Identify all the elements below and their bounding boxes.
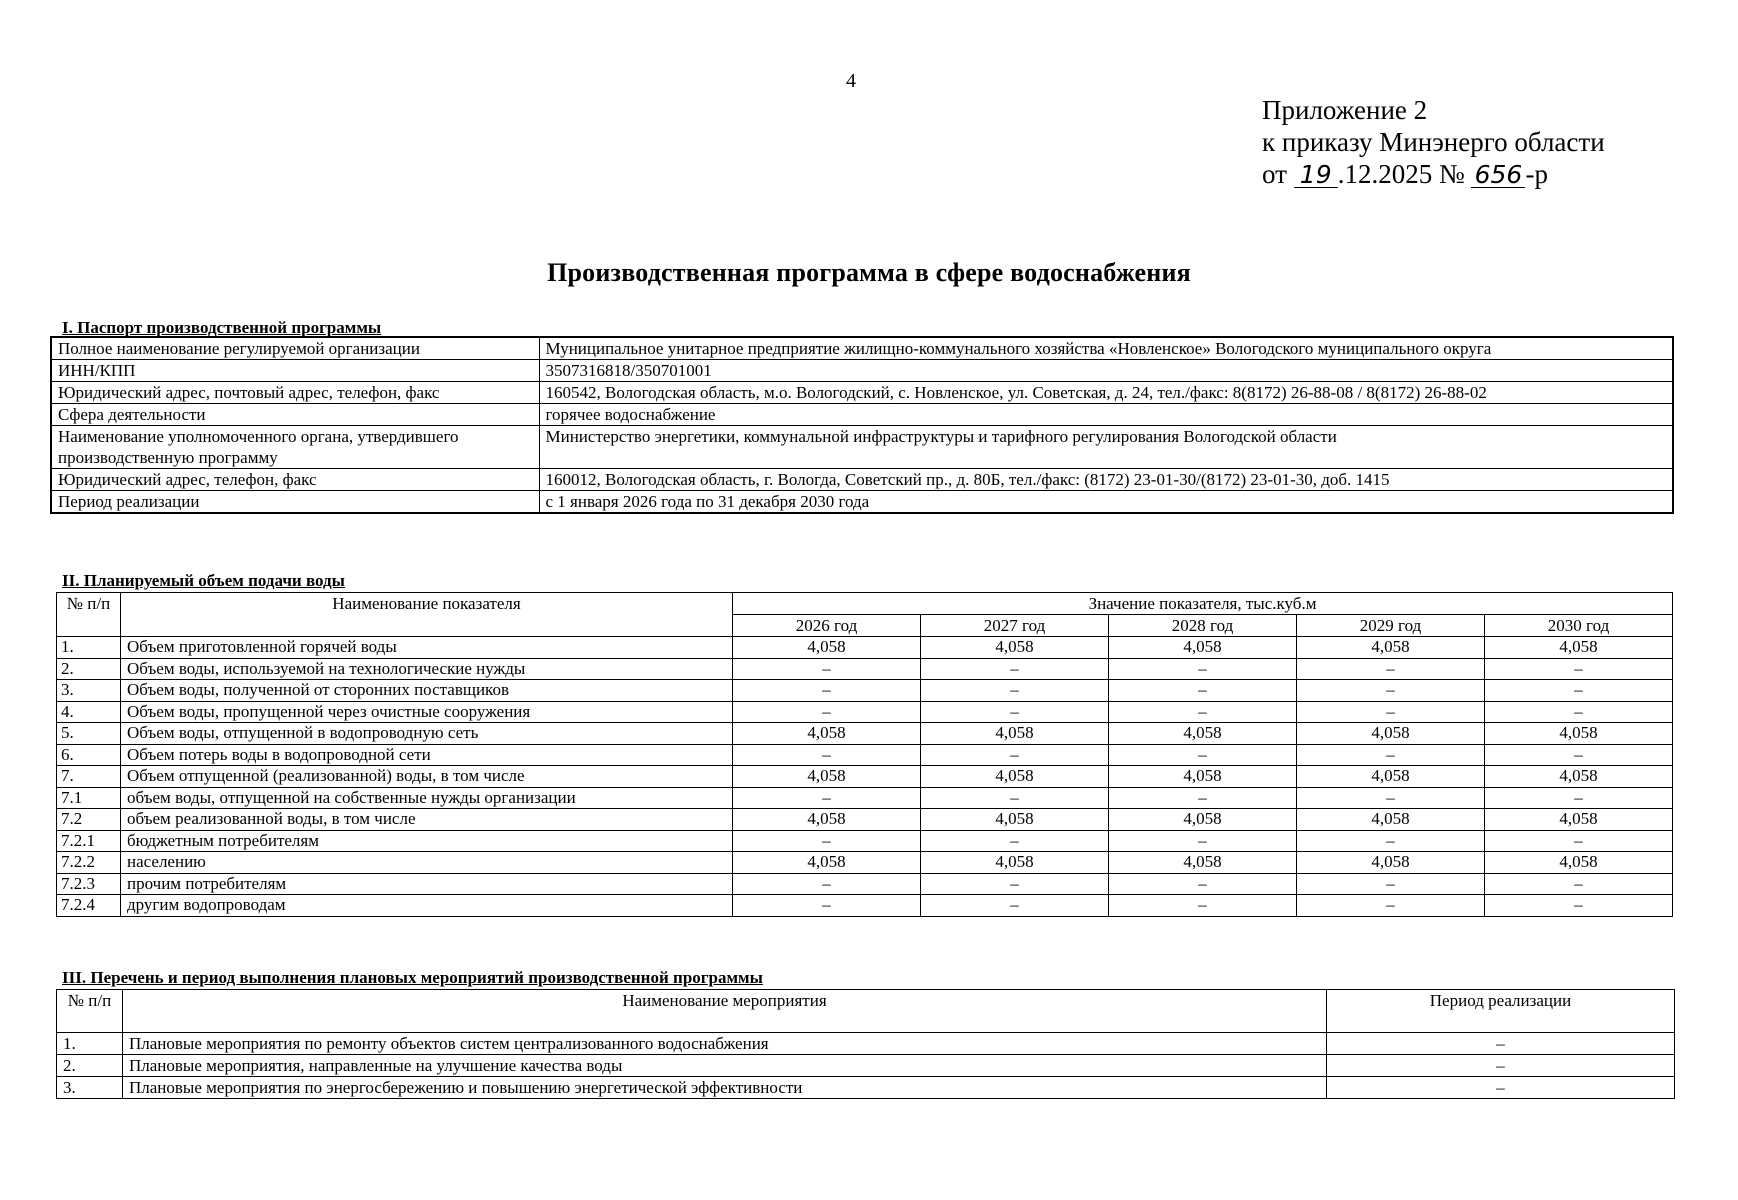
volume-row: [57, 637, 1673, 659]
volume-row: [57, 658, 1673, 680]
volume-value: –: [921, 744, 1109, 766]
volume-row: [57, 744, 1673, 766]
volume-row: [57, 723, 1673, 745]
volume-row-name: прочим потребителям: [121, 873, 733, 895]
volume-value: –: [733, 680, 921, 702]
passport-label: Юридический адрес, телефон, факс: [51, 469, 539, 491]
measures-col-num: № п/п: [57, 990, 123, 1033]
measures-col-name: Наименование мероприятия: [123, 990, 1327, 1033]
volume-year-header: 2030 год: [1485, 615, 1673, 637]
volume-value: 4,058: [1297, 852, 1485, 874]
volume-row-num: 6.: [57, 744, 121, 766]
volume-value: 4,058: [921, 809, 1109, 831]
volume-value: –: [1485, 787, 1673, 809]
volume-col-group: Значение показателя, тыс.куб.м: [733, 593, 1673, 615]
volume-value: –: [733, 873, 921, 895]
volume-value: 4,058: [1297, 766, 1485, 788]
passport-row: [51, 404, 1673, 426]
measures-table: [56, 989, 1675, 1099]
measures-row-period: –: [1327, 1033, 1675, 1055]
volume-year-header: 2026 год: [733, 615, 921, 637]
passport-row: [51, 382, 1673, 404]
passport-row: [51, 337, 1673, 360]
volume-value: –: [1297, 873, 1485, 895]
annex-line-2: к приказу Минэнерго области: [1262, 127, 1605, 157]
volume-row: [57, 830, 1673, 852]
volume-value: 4,058: [1297, 637, 1485, 659]
volume-value: –: [1297, 701, 1485, 723]
volume-row-name: Объем воды, пропущенной через очистные сооружения: [121, 701, 733, 723]
volume-value: 4,058: [1485, 637, 1673, 659]
volume-value: –: [921, 895, 1109, 917]
volume-value: –: [1297, 895, 1485, 917]
volume-value: 4,058: [733, 766, 921, 788]
volume-row: [57, 809, 1673, 831]
volume-value: 4,058: [1485, 852, 1673, 874]
volume-value: –: [733, 830, 921, 852]
volume-row-name: объем воды, отпущенной на собственные нужды организации: [121, 787, 733, 809]
document-title: Производственная программа в сфере водоснабжения: [547, 258, 1191, 287]
passport-row: [51, 469, 1673, 491]
volume-value: –: [1297, 830, 1485, 852]
volume-value: –: [1109, 701, 1297, 723]
volume-row-num: 7.2.1: [57, 830, 121, 852]
volume-col-name: Наименование показателя: [121, 593, 733, 637]
volume-value: –: [921, 830, 1109, 852]
passport-label: Юридический адрес, почтовый адрес, телефон, факс: [51, 382, 539, 404]
measures-row-num: 2.: [57, 1055, 123, 1077]
volume-value: –: [921, 701, 1109, 723]
volume-value: 4,058: [1485, 723, 1673, 745]
volume-value: –: [1485, 744, 1673, 766]
volume-row-num: 7.2: [57, 809, 121, 831]
passport-value: 160542, Вологодская область, м.о. Вологодский, с. Новленское, ул. Советская, д. 24, тел./факс: 8(8172) 26-88-08 / 8(8172) 26-88-02: [539, 382, 1673, 404]
passport-value: Министерство энергетики, коммунальной инфраструктуры и тарифного регулирования Вологодской области: [539, 426, 1673, 469]
volume-value: –: [733, 895, 921, 917]
volume-value: 4,058: [733, 809, 921, 831]
measures-row-name: Плановые мероприятия, направленные на улучшение качества воды: [123, 1055, 1327, 1077]
volume-value: –: [1109, 830, 1297, 852]
volume-value: –: [921, 873, 1109, 895]
volume-value: –: [1485, 873, 1673, 895]
annex-date-rest: .12.2025 №: [1337, 159, 1465, 189]
volume-value: –: [1109, 680, 1297, 702]
volume-row: [57, 787, 1673, 809]
passport-row: [51, 360, 1673, 382]
section-2-heading: II. Планируемый объем подачи воды: [62, 571, 345, 590]
volume-value: –: [1109, 873, 1297, 895]
annex-block: [1262, 94, 1605, 190]
passport-row: [51, 426, 1673, 469]
volume-value: –: [921, 658, 1109, 680]
measures-row-name: Плановые мероприятия по энергосбережению и повышению энергетической эффективности: [123, 1077, 1327, 1099]
volume-row-num: 3.: [57, 680, 121, 702]
volume-value: 4,058: [1109, 723, 1297, 745]
volume-value: –: [1297, 658, 1485, 680]
volume-value: –: [921, 787, 1109, 809]
measures-col-period: Период реализации: [1327, 990, 1675, 1033]
volume-value: –: [733, 787, 921, 809]
volume-value: –: [1485, 895, 1673, 917]
volume-row-num: 7.2.4: [57, 895, 121, 917]
volume-year-header: 2027 год: [921, 615, 1109, 637]
volume-value: 4,058: [921, 637, 1109, 659]
volume-row-name: объем реализованной воды, в том числе: [121, 809, 733, 831]
volume-value: –: [921, 680, 1109, 702]
passport-label: ИНН/КПП: [51, 360, 539, 382]
volume-value: –: [1109, 787, 1297, 809]
volume-value: –: [1485, 680, 1673, 702]
volume-value: 4,058: [733, 852, 921, 874]
passport-label: Период реализации: [51, 491, 539, 514]
handwritten-order-number: 656: [1471, 163, 1525, 188]
passport-row: [51, 491, 1673, 514]
volume-row-name: Объем отпущенной (реализованной) воды, в том числе: [121, 766, 733, 788]
volume-value: 4,058: [1109, 637, 1297, 659]
measures-row: [57, 1055, 1675, 1077]
volume-table: [56, 592, 1673, 917]
volume-row-num: 7.2.3: [57, 873, 121, 895]
section-1-heading: I. Паспорт производственной программы: [62, 318, 382, 337]
section-3-heading: III. Перечень и период выполнения плановых мероприятий производственной программы: [62, 968, 763, 987]
volume-value: 4,058: [1109, 809, 1297, 831]
volume-value: 4,058: [921, 766, 1109, 788]
volume-value: –: [1109, 744, 1297, 766]
volume-row-num: 1.: [57, 637, 121, 659]
volume-row-name: другим водопроводам: [121, 895, 733, 917]
volume-row: [57, 895, 1673, 917]
volume-value: 4,058: [1109, 852, 1297, 874]
measures-row-name: Плановые мероприятия по ремонту объектов систем централизованного водоснабжения: [123, 1033, 1327, 1055]
volume-row: [57, 873, 1673, 895]
passport-value: 160012, Вологодская область, г. Вологда, Советский пр., д. 80Б, тел./факс: (8172) 23-01-30/(8172) 23-01-30, доб. 1415: [539, 469, 1673, 491]
volume-value: 4,058: [1109, 766, 1297, 788]
volume-row-num: 5.: [57, 723, 121, 745]
volume-value: –: [1485, 830, 1673, 852]
volume-row-name: Объем потерь воды в водопроводной сети: [121, 744, 733, 766]
annex-line-1: Приложение 2: [1262, 95, 1428, 125]
annex-line-3: [1262, 158, 1605, 190]
measures-row-period: –: [1327, 1055, 1675, 1077]
volume-value: 4,058: [1297, 723, 1485, 745]
volume-value: –: [1297, 744, 1485, 766]
volume-row-num: 2.: [57, 658, 121, 680]
annex-date-prefix: от: [1262, 159, 1287, 189]
measures-row: [57, 1033, 1675, 1055]
volume-value: –: [1109, 658, 1297, 680]
volume-value: 4,058: [921, 852, 1109, 874]
volume-value: 4,058: [733, 637, 921, 659]
volume-year-header: 2028 год: [1109, 615, 1297, 637]
measures-row-num: 1.: [57, 1033, 123, 1055]
volume-row: [57, 852, 1673, 874]
measures-row-num: 3.: [57, 1077, 123, 1099]
volume-row: [57, 701, 1673, 723]
page-number: 4: [846, 70, 856, 92]
volume-value: –: [1485, 658, 1673, 680]
passport-value: горячее водоснабжение: [539, 404, 1673, 426]
volume-row-name: Объем приготовленной горячей воды: [121, 637, 733, 659]
volume-value: 4,058: [1297, 809, 1485, 831]
volume-row-name: Объем воды, используемой на технологические нужды: [121, 658, 733, 680]
volume-row-name: Объем воды, полученной от сторонних поставщиков: [121, 680, 733, 702]
volume-row-name: населению: [121, 852, 733, 874]
volume-value: 4,058: [733, 723, 921, 745]
volume-value: –: [733, 744, 921, 766]
volume-value: –: [1109, 895, 1297, 917]
volume-value: 4,058: [1485, 766, 1673, 788]
volume-value: –: [1485, 701, 1673, 723]
passport-value: Муниципальное унитарное предприятие жилищно-коммунального хозяйства «Новленское» Вологодского муниципального округа: [539, 337, 1673, 360]
volume-value: 4,058: [921, 723, 1109, 745]
annex-suffix: -р: [1525, 159, 1548, 189]
passport-label: Полное наименование регулируемой организации: [51, 337, 539, 360]
volume-row-num: 7.2.2: [57, 852, 121, 874]
volume-row-name: бюджетным потребителям: [121, 830, 733, 852]
volume-value: –: [1297, 680, 1485, 702]
volume-row-num: 4.: [57, 701, 121, 723]
volume-row: [57, 680, 1673, 702]
volume-row-num: 7.: [57, 766, 121, 788]
passport-value: с 1 января 2026 года по 31 декабря 2030 года: [539, 491, 1673, 514]
volume-value: 4,058: [1485, 809, 1673, 831]
measures-row: [57, 1077, 1675, 1099]
volume-value: –: [1297, 787, 1485, 809]
volume-row-name: Объем воды, отпущенной в водопроводную сеть: [121, 723, 733, 745]
volume-row-num: 7.1: [57, 787, 121, 809]
volume-value: –: [733, 658, 921, 680]
volume-value: –: [733, 701, 921, 723]
passport-label: Сфера деятельности: [51, 404, 539, 426]
passport-label: Наименование уполномоченного органа, утвердившего производственную программу: [51, 426, 539, 469]
passport-value: 3507316818/350701001: [539, 360, 1673, 382]
handwritten-day: 19: [1294, 163, 1338, 188]
volume-col-num: № п/п: [57, 593, 121, 637]
volume-year-header: 2029 год: [1297, 615, 1485, 637]
volume-row: [57, 766, 1673, 788]
measures-row-period: –: [1327, 1077, 1675, 1099]
passport-table: [50, 336, 1674, 514]
